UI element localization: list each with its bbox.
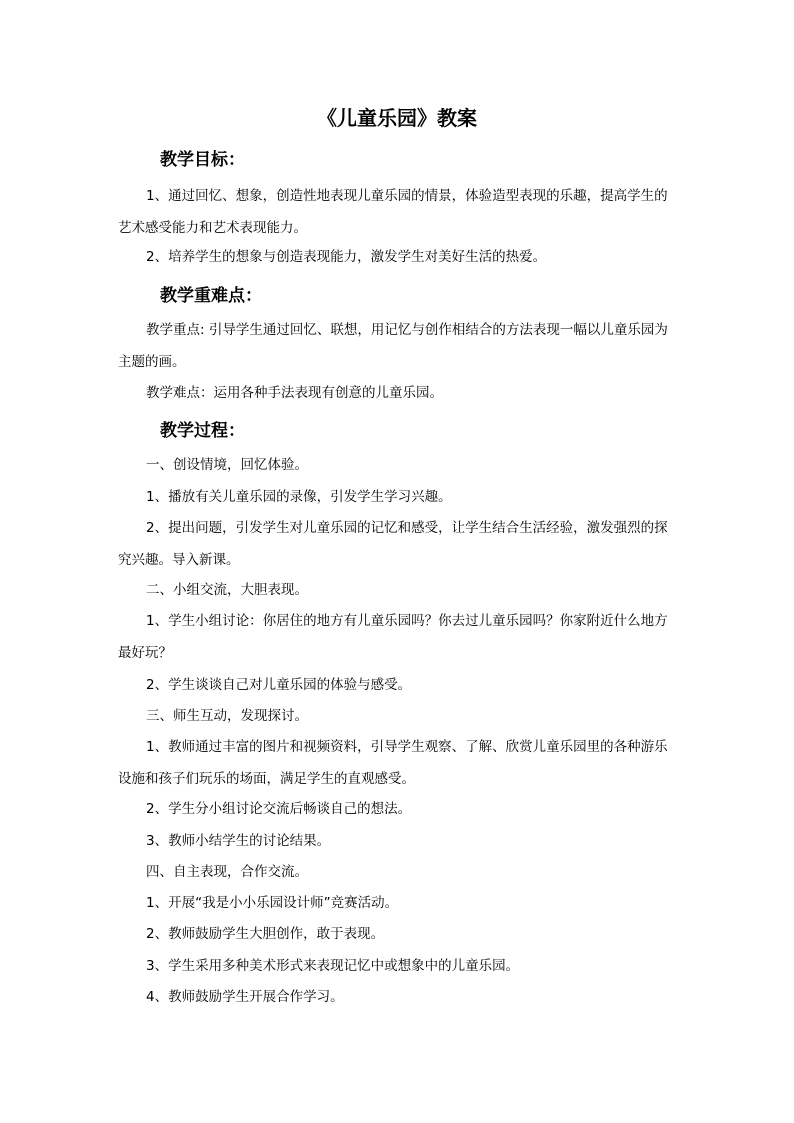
- paragraph: 2、学生分小组讨论交流后畅谈自己的想法。: [146, 801, 412, 817]
- paragraph: 1、教师通过丰富的图片和视频资料，引导学生观察、了解、欣赏儿童乐园里的各种游乐设施和孩子们玩乐的场面，满足学生的直观感受。: [118, 739, 668, 787]
- section-heading-objectives: 教学目标：: [160, 150, 245, 170]
- paragraph: 2、培养学生的想象与创造表现能力，激发学生对美好生活的热爱。: [146, 249, 547, 265]
- paragraph: 1、开展“我是小小乐园设计师”竞赛活动。: [146, 895, 399, 911]
- paragraph: 2、提出问题，引发学生对儿童乐园的记忆和感受，让学生结合生活经验，激发强烈的探究兴趣。导入新课。: [118, 520, 668, 568]
- paragraph: 二、小组交流，大胆表现。: [146, 582, 308, 598]
- paragraph: 2、教师鼓励学生大胆创作，敢于表现。: [146, 926, 385, 942]
- section-heading-process: 教学过程：: [160, 421, 245, 441]
- paragraph: 1、学生小组讨论：你居住的地方有儿童乐园吗？你去过儿童乐园吗？你家附近什么地方最好玩？: [118, 613, 668, 661]
- document-title: 《儿童乐园》教案: [317, 106, 477, 130]
- paragraph: 1、通过回忆、想象，创造性地表现儿童乐园的情景，体验造型表现的乐趣，提高学生的艺术感受能力和艺术表现能力。: [118, 188, 668, 236]
- paragraph: 4、教师鼓励学生开展合作学习。: [146, 989, 344, 1005]
- paragraph: 3、学生采用多种美术形式来表现记忆中或想象中的儿童乐园。: [146, 958, 520, 974]
- paragraph: 四、自主表现，合作交流。: [146, 864, 308, 880]
- paragraph: 1、播放有关儿童乐园的录像，引发学生学习兴趣。: [146, 489, 452, 505]
- paragraph: 3、教师小结学生的讨论结果。: [146, 833, 331, 849]
- section-heading-key-points: 教学重难点：: [160, 286, 262, 306]
- paragraph: 一、创设情境，回忆体验。: [146, 457, 308, 473]
- paragraph: 三、师生互动，发现探讨。: [146, 708, 308, 724]
- paragraph: 2、学生谈谈自己对儿童乐园的体验与感受。: [146, 677, 412, 693]
- paragraph: 教学难点：运用各种手法表现有创意的儿童乐园。: [146, 385, 443, 401]
- paragraph: 教学重点: 引导学生通过回忆、联想，用记忆与创作相结合的方法表现一幅以儿童乐园为主题的画。: [118, 322, 668, 370]
